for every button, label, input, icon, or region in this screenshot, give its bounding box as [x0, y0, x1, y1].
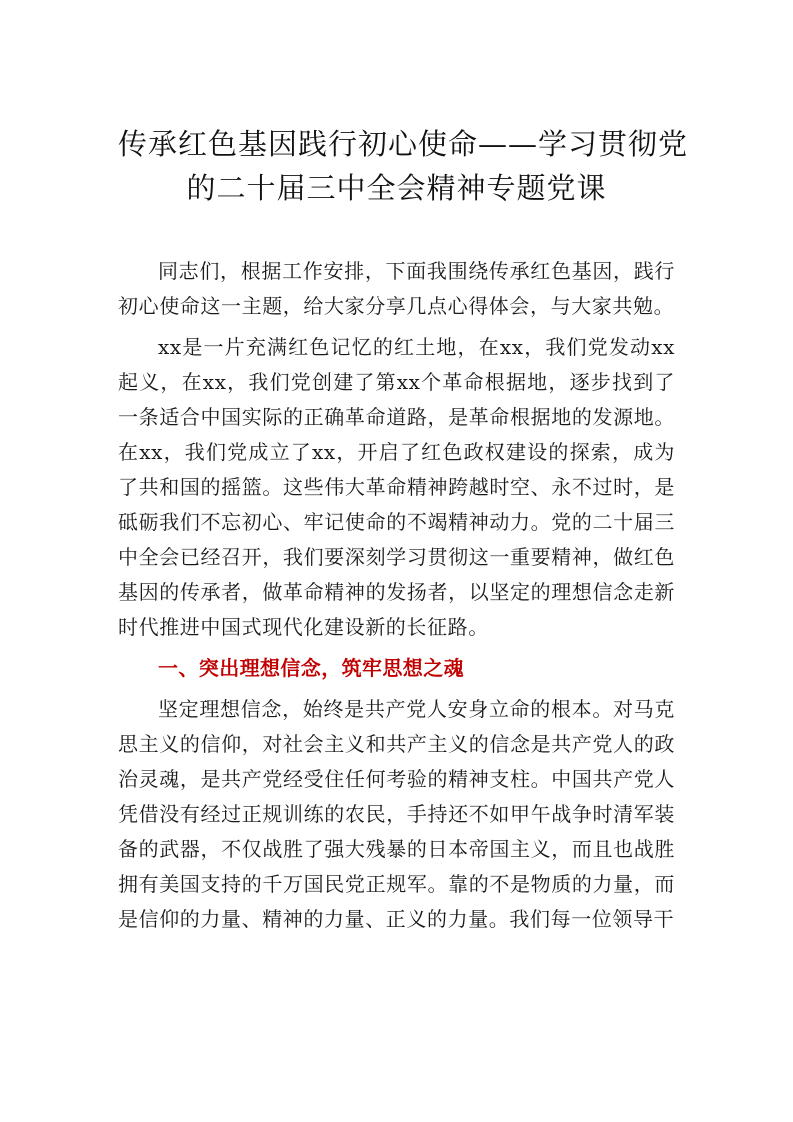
document-body: [118, 254, 675, 937]
intro-paragraph: 同志们，根据工作安排，下面我围绕传承红色基因，践行初心使命这一主题，给大家分享几点心得体会，与大家共勉。: [118, 259, 675, 318]
title-line-1: 传承红色基因践行初心使命——学习贯彻党: [118, 127, 689, 161]
section-1-paragraph: 坚定理想信念，始终是共产党人安身立命的根本。对马克思主义的信仰，对社会主义和共产主义的信念是共产党人的政治灵魂，是共产党经受住任何考验的精神支柱。中国共产党人凭借没有经过正规训练的农民，手持还不如甲午战争时清军装备的武器，不仅战胜了强大残暴的日本帝国主义，而且也战胜拥有美国支持的千万国民党正规军。靠的不是物质的力量，而是信仰的力量、精神的力量、正义的力量。我们每一位领导干: [118, 697, 675, 931]
background-paragraph: xx是一片充满红色记忆的红土地，在xx，我们党发动xx起义，在xx，我们党创建了第xx个革命根据地，逐步找到了一条适合中国实际的正确革命道路，是革命根据地的发源地。在xx，我们党成立了xx，开启了红色政权建设的探索，成为了共和国的摇篮。这些伟大革命精神跨越时空、永不过时，是砥砺我们不忘初心、牢记使命的不竭精神动力。党的二十届三中全会已经召开，我们要深刻学习贯彻这一重要精神，做红色基因的传承者，做革命精神的发扬者，以坚定的理想信念走新时代推进中国式现代化建设新的长征路。: [118, 335, 675, 639]
section-heading-1: 一、突出理想信念，筑牢思想之魂: [158, 656, 464, 680]
document-page: [118, 122, 689, 937]
title-line-2: 的二十届三中全会精神专题党课: [186, 171, 607, 205]
document-title: [118, 122, 689, 210]
